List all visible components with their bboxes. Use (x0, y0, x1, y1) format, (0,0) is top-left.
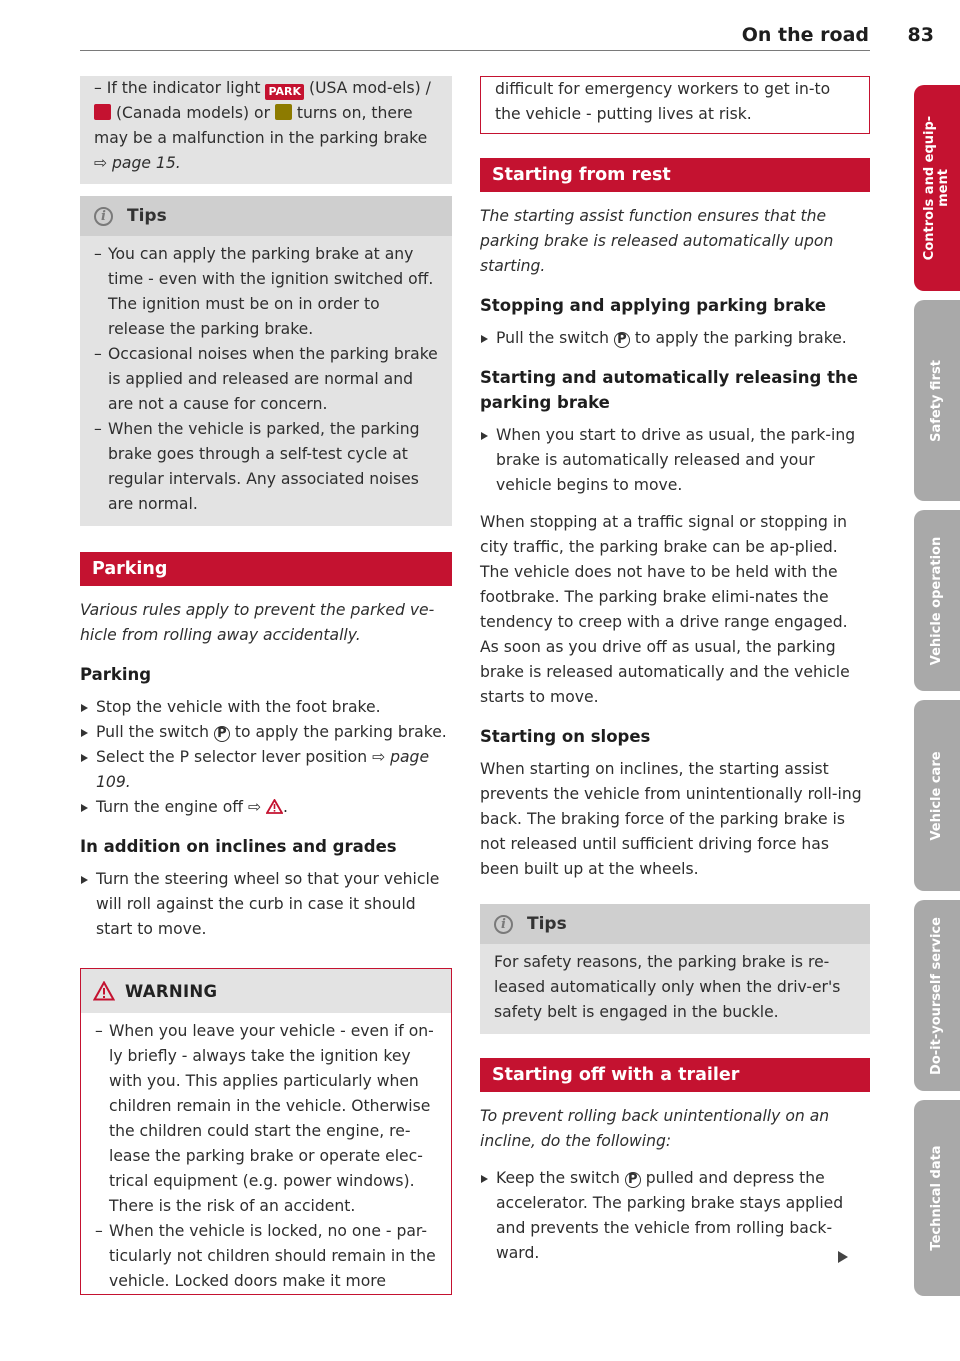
parking-steps (80, 695, 452, 820)
section-title-parking: Parking (80, 552, 452, 586)
rest-intro: The starting assist function ensures that the parking brake is released automatically upon starting. (480, 207, 834, 275)
warning-header (81, 969, 451, 1013)
slopes-heading: Starting on slopes (480, 727, 651, 746)
warning-triangle-icon[interactable] (266, 799, 283, 814)
trailer-steps (480, 1166, 870, 1266)
list-item: – Occasional noises when the parking brake is applied and released are normal and are not a cause for concern. (94, 342, 438, 417)
tips-header (80, 196, 452, 236)
warning-list (95, 1019, 437, 1294)
list-item: When you start to drive as usual, the park-ing brake is automatically released and your vehicle begins to move. (480, 423, 870, 498)
indicator-paragraph: – If the indicator light PARK (USA mod-els) / (Canada models) or turns on, there may be a malfunction in the parking brake ⇨ page 15. (94, 79, 431, 172)
tab-safety-first[interactable]: Safety first (914, 300, 960, 501)
page-ref-link[interactable]: ⇨ page 109. (96, 748, 430, 791)
tips-box (480, 944, 870, 1034)
tips-label: Tips (527, 913, 567, 934)
stopping-heading: Stopping and applying parking brake (480, 296, 827, 315)
trailer-intro: To prevent rolling back unintentionally on an incline, do the following: (480, 1107, 830, 1150)
parking-switch-icon: P (614, 332, 630, 348)
left-column (80, 76, 452, 1295)
tab-controls-and-equipment[interactable]: Controls and equip-ment (914, 85, 960, 291)
parking-switch-icon: P (214, 726, 230, 742)
parking-heading: Parking (80, 665, 152, 684)
list-item: Stop the vehicle with the foot brake. (80, 695, 452, 720)
list-item: Pull the switch P to apply the parking brake. (480, 326, 870, 351)
inclines-heading: In addition on inclines and grades (80, 837, 397, 856)
list-item: – When the vehicle is locked, no one - par-ticularly not children should remain in the vehicle. Locked doors make it more (95, 1219, 437, 1294)
tips-box (80, 236, 452, 526)
warning-box (80, 968, 452, 1295)
parking-switch-icon: P (625, 1172, 641, 1188)
tips-list (94, 242, 438, 517)
yellow-brake-icon (275, 104, 292, 120)
tips-text: For safety reasons, the parking brake is re-leased automatically only when the driv-er's safety belt is engaged in the buckle. (494, 953, 841, 1021)
info-icon: i (494, 915, 513, 934)
traffic-paragraph: When stopping at a traffic signal or stopping in city traffic, the parking brake can be ap-plied. The vehicle does not have to be held with the footbrake. The parking brake elimi-nates the tendency to creep with a drive range engaged. As soon as you drive off as usual, the parking brake is released automatically and the vehicle starts to move. (480, 513, 850, 706)
parking-intro: Various rules apply to prevent the parked ve-hicle from rolling away accidentally. (80, 601, 435, 644)
stopping-steps (480, 326, 870, 351)
section-title-trailer: Starting off with a trailer (480, 1058, 870, 1092)
list-item: – You can apply the parking brake at any time - even with the ignition switched off. The ignition must be on in order to release the parking brake. (94, 242, 438, 342)
tab-vehicle-care[interactable]: Vehicle care (914, 700, 960, 891)
list-item: Turn the steering wheel so that your vehicle will roll against the curb in case it should start to move. (80, 867, 452, 942)
tips-header (480, 904, 870, 944)
warning-continuation-box (480, 76, 870, 134)
section-title-starting-from-rest: Starting from rest (480, 158, 870, 192)
warning-body (81, 1013, 451, 1294)
list-item: – When the vehicle is parked, the parking brake goes through a self-test cycle at regular intervals. Any associated noises are normal. (94, 417, 438, 517)
incline-steps (80, 867, 452, 942)
releasing-steps (480, 423, 870, 498)
indicator-note-box (80, 76, 452, 184)
tab-vehicle-operation[interactable]: Vehicle operation (914, 510, 960, 691)
park-warning-icon: PARK (265, 84, 304, 100)
right-column (480, 76, 870, 1266)
tab-technical-data[interactable]: Technical data (914, 1100, 960, 1296)
warning-continuation: difficult for emergency workers to get in-to the vehicle - putting lives at risk. (495, 80, 831, 123)
warning-triangle-icon (93, 981, 115, 1001)
list-item: Select the P selector lever position ⇨ page 109. (80, 745, 452, 795)
page-number: 83 (907, 24, 934, 46)
running-header-title: On the road (741, 24, 869, 46)
list-item: – When you leave your vehicle - even if on-ly briefly - always take the ignition key with you. This applies particularly when children remain in the vehicle. Otherwise the children could start the engine, re-lease the parking brake or operate elec-trical equipment (e.g. power windows). There is the risk of an accident. (95, 1019, 437, 1219)
slopes-paragraph: When starting on inclines, the starting assist prevents the vehicle from unintentionally roll-ing back. The braking force of the parking brake is not released until sufficient driving force has been built up at the wheels. (480, 760, 862, 878)
list-item: Turn the engine off ⇨ . (80, 795, 452, 820)
tab-do-it-yourself-service[interactable]: Do-it-yourself service (914, 900, 960, 1091)
list-item: Keep the switch P pulled and depress the accelerator. The parking brake stays applied and prevents the vehicle from rolling back-ward. (480, 1166, 870, 1266)
header-rule (80, 50, 870, 51)
continued-arrow-icon (838, 1251, 848, 1263)
red-brake-icon (94, 104, 111, 120)
releasing-heading: Starting and automatically releasing the parking brake (480, 368, 858, 412)
list-item: Pull the switch P to apply the parking brake. (80, 720, 452, 745)
info-icon: i (94, 207, 113, 226)
warning-label: WARNING (125, 981, 218, 1001)
page-ref-link[interactable]: ⇨ page 15. (94, 154, 181, 172)
tips-label: Tips (127, 205, 167, 226)
